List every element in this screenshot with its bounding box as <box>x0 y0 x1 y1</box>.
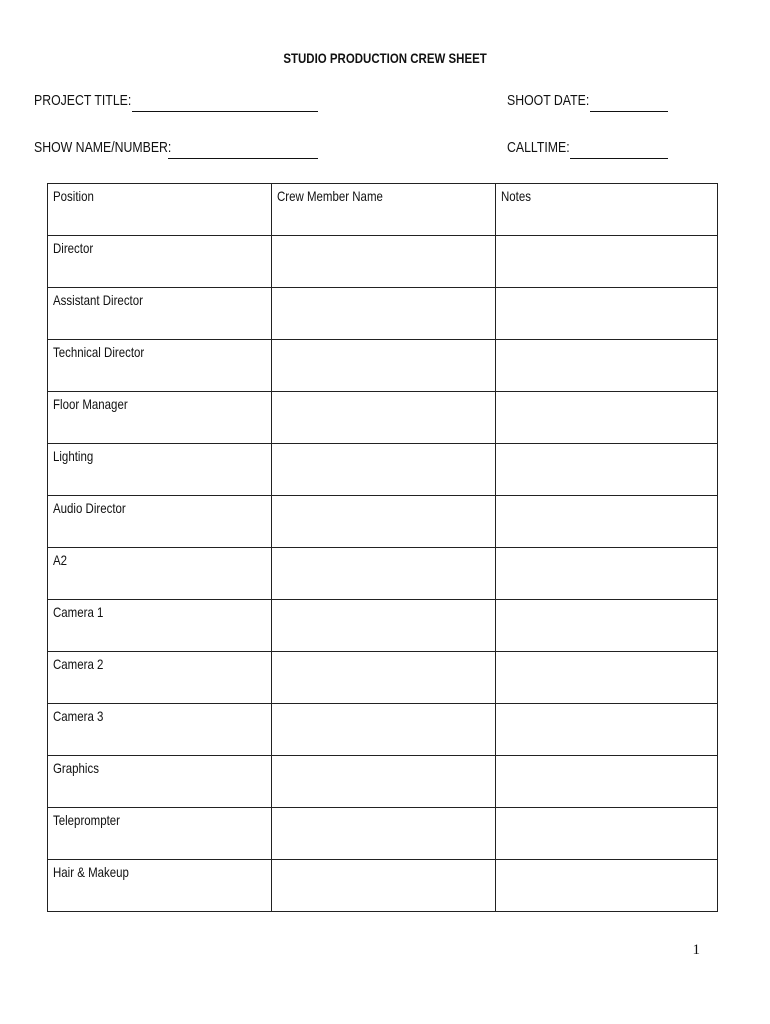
position-cell: Audio Director <box>48 496 272 548</box>
header-crew-member-name: Crew Member Name <box>272 184 496 236</box>
notes-cell[interactable] <box>496 496 718 548</box>
call-time-blank[interactable] <box>570 157 668 159</box>
position-cell: A2 <box>48 548 272 600</box>
crew-name-cell[interactable] <box>272 392 496 444</box>
notes-cell[interactable] <box>496 808 718 860</box>
notes-cell[interactable] <box>496 600 718 652</box>
project-title-blank[interactable] <box>132 110 318 112</box>
table-row <box>48 444 718 496</box>
table-row <box>48 600 718 652</box>
notes-cell[interactable] <box>496 392 718 444</box>
table-row <box>48 496 718 548</box>
position-cell: Hair & Makeup <box>48 860 272 912</box>
table-row <box>48 808 718 860</box>
call-time-label: CALLTIME: <box>507 139 570 156</box>
project-title-label: PROJECT TITLE: <box>34 92 132 109</box>
position-cell: Lighting <box>48 444 272 496</box>
position-cell: Assistant Director <box>48 288 272 340</box>
header-position: Position <box>48 184 272 236</box>
page-number: 1 <box>692 942 700 958</box>
table-row <box>48 704 718 756</box>
show-name-label: SHOW NAME/NUMBER: <box>34 139 172 156</box>
notes-cell[interactable] <box>496 756 718 808</box>
crew-name-cell[interactable] <box>272 652 496 704</box>
crew-name-cell[interactable] <box>272 704 496 756</box>
position-cell: Camera 2 <box>48 652 272 704</box>
position-cell: Camera 1 <box>48 600 272 652</box>
table-row <box>48 340 718 392</box>
crew-name-cell[interactable] <box>272 808 496 860</box>
notes-cell[interactable] <box>496 288 718 340</box>
page-title: STUDIO PRODUCTION CREW SHEET <box>283 50 487 66</box>
position-cell: Technical Director <box>48 340 272 392</box>
table-row <box>48 288 718 340</box>
notes-cell[interactable] <box>496 860 718 912</box>
crew-name-cell[interactable] <box>272 600 496 652</box>
shoot-date-field[interactable] <box>507 92 607 109</box>
position-cell: Graphics <box>48 756 272 808</box>
position-cell: Director <box>48 236 272 288</box>
position-cell: Camera 3 <box>48 704 272 756</box>
crew-name-cell[interactable] <box>272 548 496 600</box>
notes-cell[interactable] <box>496 652 718 704</box>
notes-cell[interactable] <box>496 704 718 756</box>
show-name-blank[interactable] <box>168 157 318 159</box>
crew-table <box>47 183 718 912</box>
header-notes: Notes <box>496 184 718 236</box>
table-row <box>48 652 718 704</box>
crew-name-cell[interactable] <box>272 340 496 392</box>
crew-name-cell[interactable] <box>272 496 496 548</box>
crew-name-cell[interactable] <box>272 860 496 912</box>
show-name-field[interactable] <box>34 139 202 156</box>
table-row <box>48 392 718 444</box>
shoot-date-blank[interactable] <box>590 110 668 112</box>
notes-cell[interactable] <box>496 548 718 600</box>
notes-cell[interactable] <box>496 236 718 288</box>
position-cell: Teleprompter <box>48 808 272 860</box>
table-row <box>48 236 718 288</box>
crew-name-cell[interactable] <box>272 288 496 340</box>
table-row <box>48 860 718 912</box>
call-time-field[interactable] <box>507 139 583 156</box>
crew-name-cell[interactable] <box>272 236 496 288</box>
table-row <box>48 756 718 808</box>
crew-name-cell[interactable] <box>272 756 496 808</box>
notes-cell[interactable] <box>496 340 718 392</box>
notes-cell[interactable] <box>496 444 718 496</box>
table-header-row <box>48 184 718 236</box>
position-cell: Floor Manager <box>48 392 272 444</box>
crew-name-cell[interactable] <box>272 444 496 496</box>
shoot-date-label: SHOOT DATE: <box>507 92 590 109</box>
project-title-field[interactable] <box>34 92 153 109</box>
table-row <box>48 548 718 600</box>
